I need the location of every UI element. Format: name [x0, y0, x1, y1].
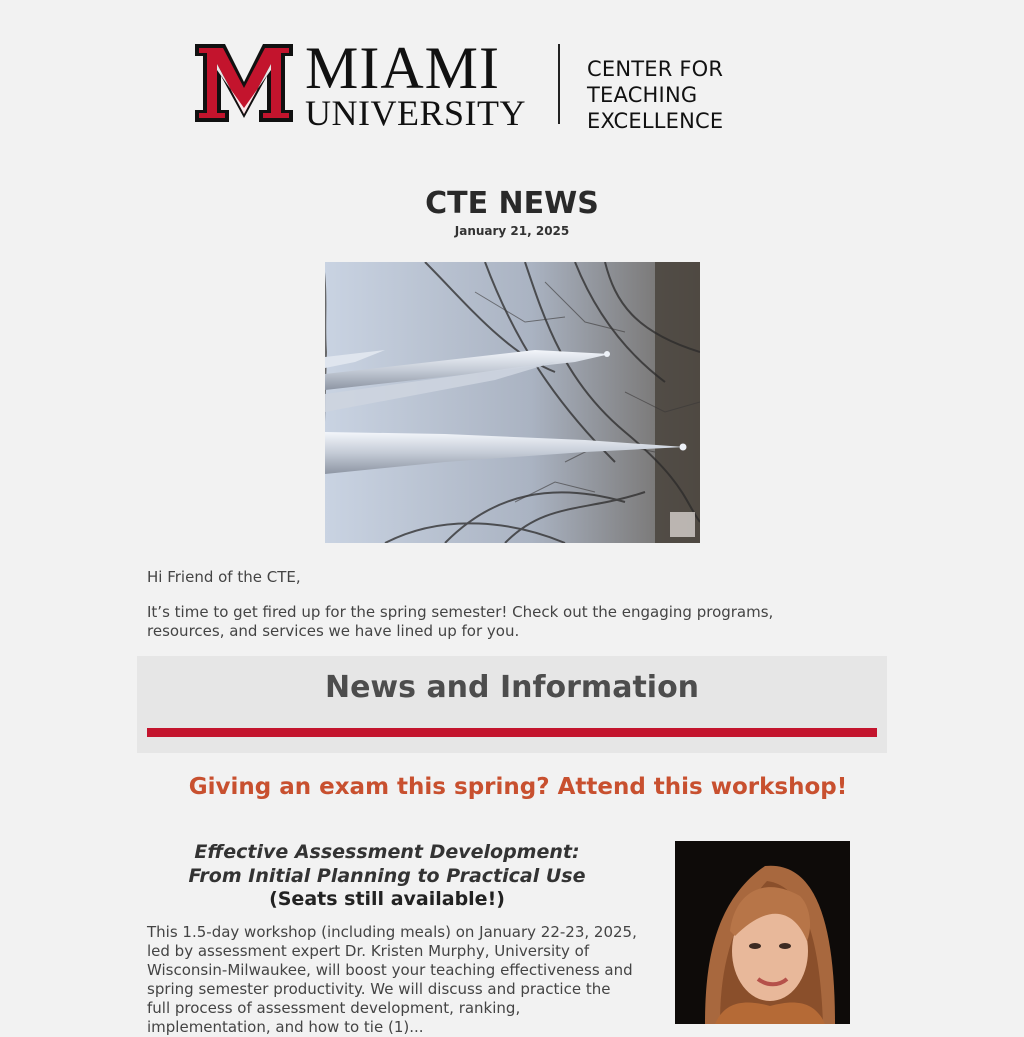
newsletter-title: CTE NEWS — [425, 186, 599, 221]
workshop-title-line2: From Initial Planning to Practical Use — [188, 865, 586, 887]
center-name — [587, 56, 835, 134]
center-name-line2: EXCELLENCE — [587, 109, 724, 133]
wordmark-miami: MIAMI — [305, 35, 500, 101]
hero-image-icicles — [325, 262, 700, 543]
workshop-description: This 1.5-day workshop (including meals) on January 22-23, 2025, led by assessment expert Dr. Kristen Murphy, University of Wisconsin-Milwaukee, will boost your teaching effectiveness and spring semester productivity. We will discuss and practice the full process of assessment development, ranking, implementation, and how to tie (1)... — [147, 923, 637, 1036]
section-header-news — [137, 656, 887, 753]
intro-paragraph: It’s time to get fired up for the spring semester! Check out the engaging programs, resources, and services we have lined up for you. — [147, 603, 774, 640]
newsletter-date: January 21, 2025 — [454, 224, 570, 238]
greeting-text: Hi Friend of the CTE, — [147, 568, 301, 586]
university-wordmark — [305, 35, 526, 133]
header-logo-lockup[interactable] — [195, 35, 835, 133]
workshop-title-line1: Effective Assessment Development: — [194, 841, 580, 863]
logo-divider — [558, 44, 560, 124]
promo-headline[interactable]: Giving an exam this spring? Attend this workshop! — [188, 774, 848, 800]
workshop-title[interactable] — [147, 840, 627, 888]
section-accent-bar — [147, 728, 877, 737]
section-heading: News and Information — [324, 670, 700, 705]
presenter-portrait — [675, 841, 850, 1024]
miami-m-logo-icon — [195, 44, 293, 122]
wordmark-university: UNIVERSITY — [305, 93, 526, 133]
seats-available: (Seats still available!) — [269, 888, 505, 910]
center-name-line1: CENTER FOR TEACHING — [587, 57, 724, 107]
